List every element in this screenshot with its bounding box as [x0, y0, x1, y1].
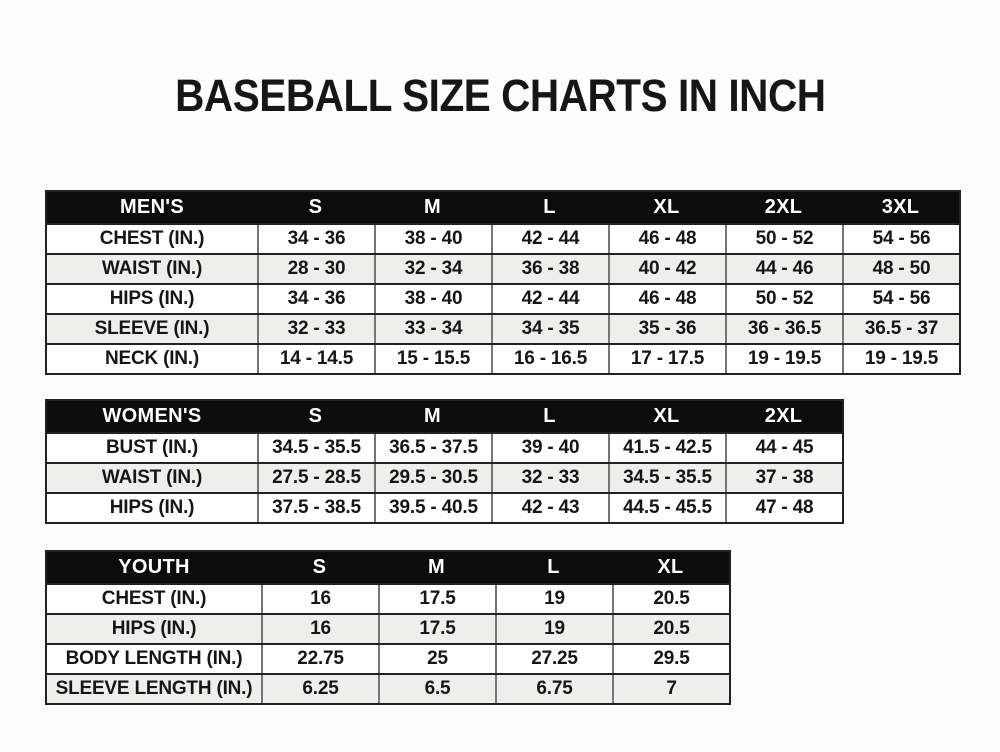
table-row	[47, 343, 959, 373]
table-header-row	[47, 192, 959, 223]
size-value-cell: 39.5 - 40.5	[374, 494, 491, 522]
row-label-cell: HIPS (IN.)	[109, 497, 195, 518]
column-header-cell: M	[424, 405, 441, 427]
size-value-cell: 22.75	[261, 645, 378, 673]
size-value-cell: 29.5	[612, 645, 729, 673]
size-value-cell: 44 - 45	[725, 434, 842, 462]
size-value-cell: 42 - 43	[491, 494, 608, 522]
size-value-cell: 19	[495, 585, 612, 613]
table-row	[47, 462, 842, 492]
size-value-cell: 47 - 48	[725, 494, 842, 522]
size-value-cell: 44 - 46	[725, 255, 842, 283]
size-value-cell: 6.75	[495, 675, 612, 703]
column-header-cell: L	[547, 556, 560, 578]
size-value-cell: 54 - 56	[842, 225, 959, 253]
size-value-cell: 32 - 33	[257, 315, 374, 343]
table-row	[47, 583, 729, 613]
column-header-cell: M	[428, 556, 445, 578]
size-value-cell: 35 - 36	[608, 315, 725, 343]
size-value-cell: 41.5 - 42.5	[608, 434, 725, 462]
size-value-cell: 37.5 - 38.5	[257, 494, 374, 522]
size-value-cell: 28 - 30	[257, 255, 374, 283]
column-header-cell: S	[308, 196, 323, 218]
size-chart-table-mens	[45, 190, 961, 375]
size-value-cell: 19	[495, 615, 612, 643]
table-row	[47, 313, 959, 343]
column-header-cell: 2XL	[764, 405, 803, 427]
size-value-cell: 38 - 40	[374, 225, 491, 253]
table-header-row	[47, 552, 729, 583]
size-value-cell: 34 - 36	[257, 285, 374, 313]
size-value-cell: 34 - 36	[257, 225, 374, 253]
size-value-cell: 50 - 52	[725, 225, 842, 253]
size-value-cell: 36.5 - 37	[842, 315, 959, 343]
column-header-cell: 2XL	[764, 196, 803, 218]
size-value-cell: 46 - 48	[608, 225, 725, 253]
size-value-cell: 16 - 16.5	[491, 345, 608, 373]
column-header-cell: XL	[653, 405, 680, 427]
row-label-cell: SLEEVE LENGTH (IN.)	[55, 678, 253, 699]
table-title-cell: MEN'S	[119, 196, 185, 218]
column-header-cell: XL	[657, 556, 684, 578]
size-value-cell: 32 - 34	[374, 255, 491, 283]
size-value-cell: 20.5	[612, 585, 729, 613]
size-value-cell: 17.5	[378, 615, 495, 643]
column-header-cell: L	[543, 405, 556, 427]
size-value-cell: 14 - 14.5	[257, 345, 374, 373]
table-title-cell: WOMEN'S	[102, 405, 202, 427]
size-value-cell: 36.5 - 37.5	[374, 434, 491, 462]
size-value-cell: 33 - 34	[374, 315, 491, 343]
size-value-cell: 50 - 52	[725, 285, 842, 313]
size-value-cell: 39 - 40	[491, 434, 608, 462]
size-value-cell: 6.25	[261, 675, 378, 703]
size-value-cell: 27.25	[495, 645, 612, 673]
size-value-cell: 32 - 33	[491, 464, 608, 492]
size-value-cell: 37 - 38	[725, 464, 842, 492]
size-value-cell: 34.5 - 35.5	[257, 434, 374, 462]
table-row	[47, 492, 842, 522]
size-value-cell: 16	[261, 585, 378, 613]
table-row	[47, 643, 729, 673]
size-value-cell: 34.5 - 35.5	[608, 464, 725, 492]
row-label-cell: NECK (IN.)	[104, 348, 200, 369]
size-value-cell: 54 - 56	[842, 285, 959, 313]
table-header-row	[47, 401, 842, 432]
table-row	[47, 223, 959, 253]
size-value-cell: 46 - 48	[608, 285, 725, 313]
size-value-cell: 15 - 15.5	[374, 345, 491, 373]
row-label-cell: CHEST (IN.)	[99, 228, 205, 249]
size-value-cell: 20.5	[612, 615, 729, 643]
table-row	[47, 613, 729, 643]
row-label-cell: HIPS (IN.)	[111, 618, 197, 639]
size-value-cell: 6.5	[378, 675, 495, 703]
size-value-cell: 19 - 19.5	[725, 345, 842, 373]
size-value-cell: 44.5 - 45.5	[608, 494, 725, 522]
column-header-cell: 3XL	[881, 196, 920, 218]
column-header-cell: M	[424, 196, 441, 218]
size-value-cell: 16	[261, 615, 378, 643]
size-chart-table-womens	[45, 399, 844, 524]
size-value-cell: 17.5	[378, 585, 495, 613]
size-value-cell: 48 - 50	[842, 255, 959, 283]
size-value-cell: 36 - 38	[491, 255, 608, 283]
column-header-cell: S	[308, 405, 323, 427]
size-value-cell: 34 - 35	[491, 315, 608, 343]
column-header-cell: XL	[653, 196, 680, 218]
table-row	[47, 673, 729, 703]
table-title-cell: YOUTH	[118, 556, 190, 578]
page-title-text: BASEBALL SIZE CHARTS IN INCH	[174, 70, 826, 121]
page-title	[0, 70, 1000, 122]
table-row	[47, 432, 842, 462]
size-value-cell: 25	[378, 645, 495, 673]
column-header-cell: S	[312, 556, 327, 578]
size-value-cell: 19 - 19.5	[842, 345, 959, 373]
size-value-cell: 29.5 - 30.5	[374, 464, 491, 492]
table-row	[47, 253, 959, 283]
row-label-cell: SLEEVE (IN.)	[94, 318, 210, 339]
row-label-cell: CHEST (IN.)	[101, 588, 207, 609]
row-label-cell: WAIST (IN.)	[101, 467, 203, 488]
row-label-cell: WAIST (IN.)	[101, 258, 203, 279]
size-value-cell: 36 - 36.5	[725, 315, 842, 343]
column-header-cell: L	[543, 196, 556, 218]
row-label-cell: HIPS (IN.)	[109, 288, 195, 309]
size-value-cell: 42 - 44	[491, 225, 608, 253]
size-value-cell: 38 - 40	[374, 285, 491, 313]
size-value-cell: 17 - 17.5	[608, 345, 725, 373]
size-value-cell: 40 - 42	[608, 255, 725, 283]
size-value-cell: 7	[612, 675, 729, 703]
size-chart-table-youth	[45, 550, 731, 705]
size-value-cell: 27.5 - 28.5	[257, 464, 374, 492]
table-row	[47, 283, 959, 313]
size-value-cell: 42 - 44	[491, 285, 608, 313]
row-label-cell: BUST (IN.)	[106, 437, 198, 458]
row-label-cell: BODY LENGTH (IN.)	[65, 648, 243, 669]
